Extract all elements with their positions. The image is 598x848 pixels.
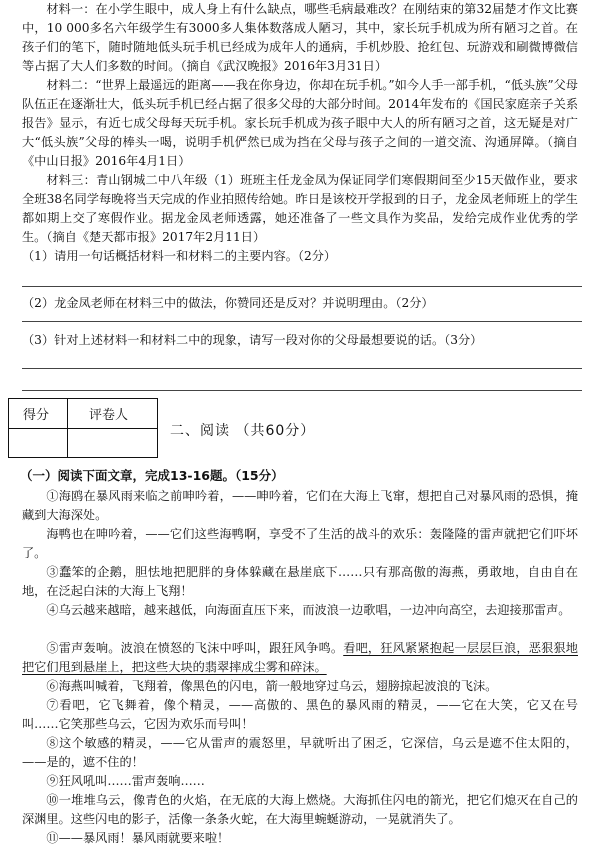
passage-paragraph-1: ①海鸥在暴风雨来临之前呻吟着，——呻吟着，它们在大海上飞窜，想把自己对暴风雨的恐惧，掩藏到大海深处。 — [22, 489, 578, 522]
reviewer-label: 评卷人 — [89, 408, 129, 423]
passage-paragraph-11: ⑪——暴风雨！暴风雨就要来啦！ — [46, 831, 230, 845]
answer-line-3b[interactable] — [22, 390, 582, 391]
passage-paragraph-9: ⑨狂风吼叫……雷声轰响…… — [46, 774, 205, 788]
answer-line-1[interactable] — [22, 286, 582, 287]
reading-heading: （一）阅读下面文章，完成13-16题。（15分） — [20, 468, 284, 483]
answer-line-2[interactable] — [22, 321, 582, 322]
question-2: （2）龙金凤老师在材料三中的做法，你赞同还是反对？并说明理由。（2分） — [22, 296, 434, 310]
passage-paragraph-3: ③蠢笨的企鹅，胆怯地把肥胖的身体躲藏在悬崖底下……只有那高傲的海燕，勇敢地，自由自在地，在泛起白沫的大海上飞翔！ — [22, 565, 578, 598]
passage-paragraph-8: ⑧这个敏感的精灵，——它从雷声的震怒里，早就听出了困乏，它深信，乌云是遮不住太阳的，——是的，遮不住的！ — [22, 736, 578, 769]
passage-paragraph-6: ⑥海燕叫喊着，飞翔着，像黑色的闪电，箭一般地穿过乌云，翅膀掠起波浪的飞沫。 — [46, 679, 498, 693]
score-box — [8, 398, 158, 458]
material-two-paragraph: 材料二：“世界上最遥远的距离——我在你身边，你却在玩手机。”如今人手一部手机，“低头族”父母队伍正在逐渐壮大，低头玩手机已经占据了很多父母的大部分时间。2014年发布的《国民家庭亲子关系报告》显示，有近七成父母每天玩手机。家长玩手机成为孩子眼中大人的所有陋习之首，这无疑是对广大“低头族”父母的棒头一喝，说明手机俨然已成为挡在父母与孩子之间的一道交流、沟通屏障。（摘自《中山日报》2016年4月1日） — [22, 78, 578, 168]
score-box-row-divider — [9, 428, 157, 429]
question-1: （1）请用一句话概括材料一和材料二的主要内容。（2分） — [22, 249, 337, 263]
score-label: 得分 — [23, 408, 50, 423]
material-three-paragraph: 材料三：青山钢城二中八年级（1）班班主任龙金凤为保证同学们寒假期间至少15天做作业，要求全班38名同学每晚将当天完成的作业拍照传给她。昨日是该校开学报到的日子，龙金凤老师班上的学生都如期上交了寒假作业。据龙金凤老师透露，她还准备了一些文具作为奖品，发给完成作业优秀的学生。（摘自《楚天都市报》2017年2月11日） — [22, 173, 578, 244]
passage-paragraph-4: ④乌云越来越暗，越来越低，向海面直压下来，而波浪一边歌唱，一边冲向高空，去迎接那雷声。 — [46, 603, 571, 617]
passage-paragraph-2: 海鸭也在呻吟着，——它们这些海鸭啊，享受不了生活的战斗的欢乐：轰隆隆的雷声就把它们吓坏了。 — [22, 527, 578, 560]
passage-paragraph-5 — [22, 639, 578, 677]
question-3: （3）针对上述材料一和材料二中的现象，请写一段对你的父母最想要说的话。（3分） — [22, 333, 483, 347]
answer-line-3a[interactable] — [22, 368, 582, 369]
passage-paragraph-10: ⑩一堆堆乌云，像青色的火焰，在无底的大海上燃烧。大海抓住闪电的箭光，把它们熄灭在自己的深渊里。这些闪电的影子，活像一条条火蛇，在大海里蜿蜒游动，一晃就消失了。 — [22, 793, 578, 826]
passage-paragraph-5-text: ⑤雷声轰响。波浪在愤怒的飞沫中呼叫，跟狂风争鸣。 — [46, 641, 344, 655]
underlined-sentence: 看吧，狂风紧紧抱起一层层巨浪，恶狠狠地把它们甩到悬崖上，把这些大块的翡翠摔成尘雾和碎沫。 — [22, 641, 578, 674]
section-title: 二、阅读 （共60分） — [170, 423, 316, 439]
material-one-paragraph: 材料一：在小学生眼中，成人身上有什么缺点，哪些毛病最难改？在刚结束的第32届楚才作文比赛中，10 000多名六年级学生有3000多人集体数落成人陋习，其中，家长玩手机成为所有陋习之首。在孩子们的笔下，随时随地低头玩手机已经成为成年人的通病，手机炒股、抢红包、玩游戏和刷微博微信等占据了大人们多数的时间。（摘自《武汉晚报》2016年3月31日） — [22, 2, 578, 73]
passage-paragraph-7: ⑦看吧，它飞舞着，像个精灵，——高傲的、黑色的暴风雨的精灵，——它在大笑，它又在号叫……它笑那些乌云，它因为欢乐而号叫！ — [22, 698, 578, 731]
